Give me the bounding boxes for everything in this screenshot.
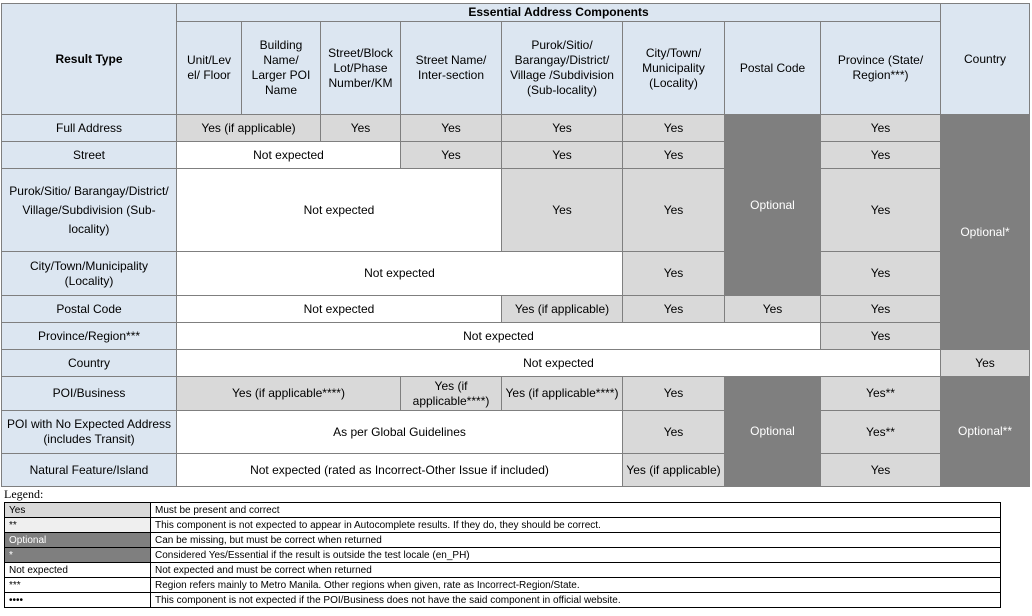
row-label: Country (2, 350, 177, 377)
cell-province: Yes (821, 252, 941, 296)
table-row-full-address (2, 115, 1030, 142)
cell-locality: Yes (623, 252, 725, 296)
row-label: Purok/Sitio/ Barangay/District/ Village/Subdivision (Sub-locality) (2, 169, 177, 252)
cell-not-expected: Not expected (177, 142, 401, 169)
legend-key: Optional (5, 533, 151, 548)
legend-row (5, 518, 1001, 533)
cell-province: Yes** (821, 411, 941, 454)
cell-province: Yes (821, 454, 941, 487)
cell-not-expected: Not expected (177, 323, 821, 350)
row-label: Province/Region*** (2, 323, 177, 350)
cell-not-expected: Not expected (177, 350, 941, 377)
legend-desc: This component is not expected if the POI/Business does not have the said component in official website. (151, 593, 1001, 608)
cell-locality: Yes (if applicable) (623, 454, 725, 487)
row-label: Natural Feature/Island (2, 454, 177, 487)
legend-row (5, 578, 1001, 593)
header-unit-level-floor: Unit/Lev el/ Floor (177, 22, 242, 115)
table-row-locality (2, 252, 1030, 296)
cell-not-expected: Not expected (177, 296, 502, 323)
cell-street-name: Yes (if applicable****) (401, 377, 502, 411)
header-street-block: Street/Block Lot/Phase Number/KM (321, 22, 401, 115)
cell-country: Yes (941, 350, 1030, 377)
cell-sub-locality: Yes (502, 142, 623, 169)
legend-title: Legend: (4, 487, 44, 501)
cell-sub-locality: Yes (502, 169, 623, 252)
row-label: POI with No Expected Address (includes Transit) (2, 411, 177, 454)
cell-sub-locality: Yes (502, 115, 623, 142)
row-label: Postal Code (2, 296, 177, 323)
cell-unit-to-block: Yes (if applicable****) (177, 377, 401, 411)
legend-key: *** (5, 578, 151, 593)
cell-province: Yes (821, 115, 941, 142)
cell-street-name: Yes (401, 115, 502, 142)
legend-row (5, 533, 1001, 548)
cell-sub-locality: Yes (if applicable) (502, 296, 623, 323)
row-label: POI/Business (2, 377, 177, 411)
legend-row (5, 548, 1001, 563)
header-province: Province (State/ Region***) (821, 22, 941, 115)
legend-key: * (5, 548, 151, 563)
cell-sub-locality: Yes (if applicable****) (502, 377, 623, 411)
header-postal-code: Postal Code (725, 22, 821, 115)
header-street-name: Street Name/ Inter-section (401, 22, 502, 115)
cell-locality: Yes (623, 115, 725, 142)
cell-global-guidelines: As per Global Guidelines (177, 411, 623, 454)
legend-key: Not expected (5, 563, 151, 578)
cell-country-optional: Optional** (941, 377, 1030, 487)
table-row-postal-code (2, 296, 1030, 323)
cell-locality: Yes (623, 296, 725, 323)
legend-key: •••• (5, 593, 151, 608)
table-row-poi-business (2, 377, 1030, 411)
cell-province: Yes (821, 296, 941, 323)
header-country: Country (941, 4, 1030, 115)
legend-desc: Not expected and must be correct when returned (151, 563, 1001, 578)
header-result-type: Result Type (2, 4, 177, 115)
legend-row (5, 593, 1001, 608)
legend-desc: Must be present and correct (151, 503, 1001, 518)
table-row-natural-feature (2, 454, 1030, 487)
legend-key: ** (5, 518, 151, 533)
row-label: City/Town/Municipality (Locality) (2, 252, 177, 296)
table-row-sub-locality (2, 169, 1030, 252)
cell-locality: Yes (623, 377, 725, 411)
legend-desc: Region refers mainly to Metro Manila. Other regions when given, rate as Incorrect-Region/State. (151, 578, 1001, 593)
cell-locality: Yes (623, 411, 725, 454)
cell-not-expected: Not expected (177, 169, 502, 252)
table-row-poi-no-address (2, 411, 1030, 454)
cell-street-block: Yes (321, 115, 401, 142)
header-sub-locality: Purok/Sitio/ Barangay/District/ Village /Subdivision (Sub-locality) (502, 22, 623, 115)
legend-desc: Can be missing, but must be correct when returned (151, 533, 1001, 548)
legend-row (5, 563, 1001, 578)
legend-row (5, 503, 1001, 518)
legend-desc: Considered Yes/Essential if the result is outside the test locale (en_PH) (151, 548, 1001, 563)
cell-not-expected: Not expected (177, 252, 623, 296)
table-row-country (2, 350, 1030, 377)
table-row-street (2, 142, 1030, 169)
legend-table (4, 502, 1001, 608)
table-row-province (2, 323, 1030, 350)
cell-locality: Yes (623, 142, 725, 169)
cell-postal-optional: Optional (725, 115, 821, 296)
legend-key: Yes (5, 503, 151, 518)
legend-desc: This component is not expected to appear in Autocomplete results. If they do, they should be correct. (151, 518, 1001, 533)
cell-province: Yes** (821, 377, 941, 411)
header-group-title: Essential Address Components (177, 4, 941, 22)
cell-not-expected: Not expected (rated as Incorrect-Other Issue if included) (177, 454, 623, 487)
address-components-table (1, 3, 1030, 487)
header-building-name: Building Name/ Larger POI Name (242, 22, 321, 115)
cell-postal-optional: Optional (725, 377, 821, 487)
cell-street-name: Yes (401, 142, 502, 169)
cell-unit-building: Yes (if applicable) (177, 115, 321, 142)
cell-country-optional: Optional* (941, 115, 1030, 350)
header-locality: City/Town/ Municipality (Locality) (623, 22, 725, 115)
row-label: Full Address (2, 115, 177, 142)
row-label: Street (2, 142, 177, 169)
cell-province: Yes (821, 323, 941, 350)
cell-province: Yes (821, 142, 941, 169)
cell-province: Yes (821, 169, 941, 252)
cell-locality: Yes (623, 169, 725, 252)
cell-postal-code: Yes (725, 296, 821, 323)
